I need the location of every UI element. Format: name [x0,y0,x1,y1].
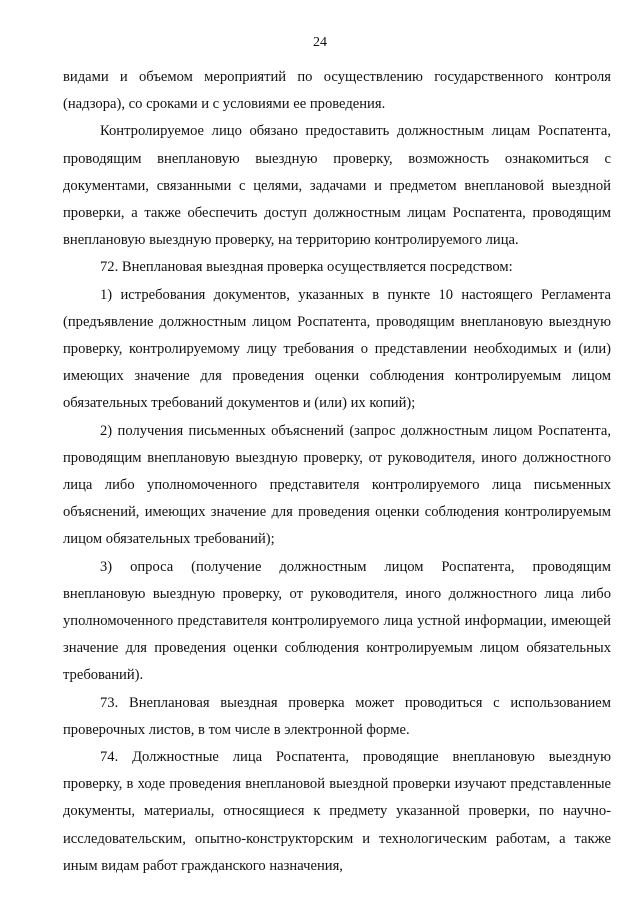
paragraph-72-item-1: 1) истребования документов, указанных в пункте 10 настоящего Регламента (предъявление должностным лицом Роспатента, проводящим внеплановую выездную проверку, контролируемому лицу требования о представлении необходимых и (или) имеющих значение для проведения оценки соблюдения контролируемым лицом обязательных требований документов и (или) их копий); [63,286,611,412]
paragraph-73: 73. Внеплановая выездная проверка может проводиться с использованием проверочных листов, в том числе в электронной форме. [63,694,611,738]
paragraph-74: 74. Должностные лица Роспатента, проводящие внеплановую выездную проверку, в ходе проведения внеплановой выездной проверки изучают представленные документы, материалы, относящиеся к предмету указанной проверки, по научно-исследовательским, опытно-конструкторским и технологическим работам, а также иным видам работ гражданского назначения, [63,749,611,874]
paragraph-72: 72. Внеплановая выездная проверка осуществляется посредством: [100,259,513,276]
document-body [63,64,611,880]
page-number: 24 [313,35,327,50]
paragraph-72-item-3: 3) опроса (получение должностным лицом Роспатента, проводящим внеплановую выездную проверку, от руководителя, иного должностного лица либо уполномоченного представителя контролируемого лица устной информации, имеющей значение для проведения оценки соблюдения контролируемым лицом обязательных требований). [63,558,611,684]
paragraph-obligation: Контролируемое лицо обязано предоставить должностным лицам Роспатента, проводящим внеплановую выездную проверку, возможность ознакомиться с документами, связанными с целями, задачами и предметом внеплановой выездной проверки, а также обеспечить доступ должностным лицам Роспатента, проводящим внеплановую выездную проверку, на территорию контролируемого лица. [63,123,611,249]
paragraph-continuation: видами и объемом мероприятий по осуществлению государственного контроля (надзора), со сроками и с условиями ее проведения. [63,69,611,113]
paragraph-72-item-2: 2) получения письменных объяснений (запрос должностным лицом Роспатента, проводящим внеплановую выездную проверку, от руководителя, иного должностного лица либо уполномоченного представителя контролируемого лица письменных объяснений, имеющих значение для проведения оценки соблюдения контролируемым лицом обязательных требований); [63,422,611,548]
